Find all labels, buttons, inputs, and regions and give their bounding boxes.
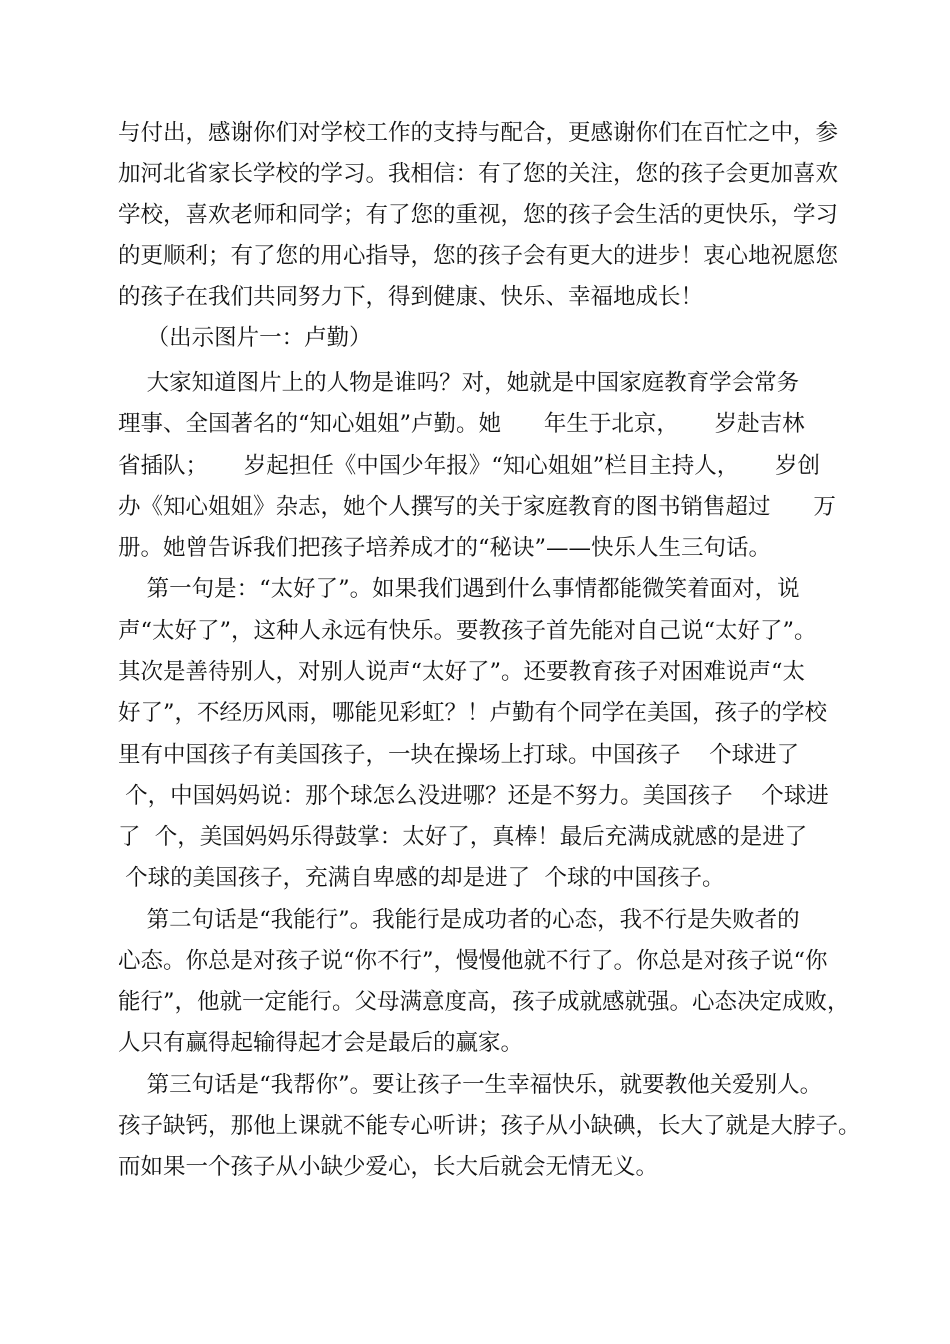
text-line: 能行”，他就一定能行。父母满意度高，孩子成就感就强。心态决定成败，	[118, 989, 850, 1015]
text-line: 其次是善待别人，对别人说声“太好了”。还要教育孩子对困难说声“太	[118, 659, 806, 685]
text-line: 加河北省家长学校的学习。我相信：有了您的关注，您的孩子会更加喜欢	[118, 161, 839, 187]
text-line: 而如果一个孩子从小缺少爱心，长大后就会无情无义。	[118, 1154, 659, 1180]
text-line: 第一句是：“太好了”。如果我们遇到什么事情都能微笑着面对，说	[118, 576, 800, 602]
text-line: 好了”，不经历风雨，哪能见彩虹？！卢勤有个同学在美国，孩子的学校	[118, 700, 828, 726]
text-line: 学校，喜欢老师和同学；有了您的重视，您的孩子会生活的更快乐，学习	[118, 202, 839, 228]
text-line: 与付出，感谢你们对学校工作的支持与配合，更感谢你们在百忙之中，参	[118, 120, 839, 146]
text-line: 人只有赢得起输得起才会是最后的赢家。	[118, 1030, 524, 1056]
text-line: 第二句话是“我能行”。我能行是成功者的心态，我不行是失败者的	[118, 907, 800, 933]
text-line: 办《知心姐姐》杂志，她个人撰写的关于家庭教育的图书销售超过 万	[118, 494, 836, 520]
text-line: 个球的美国孩子，充满自卑感的却是进了 个球的中国孩子。	[118, 865, 725, 891]
text-line: （出示图片一：卢勤）	[118, 325, 372, 351]
text-line: 的更顺利；有了您的用心指导，您的孩子会有更大的进步！衷心地祝愿您	[118, 243, 839, 269]
text-line: 省插队； 岁起担任《中国少年报》“知心姐姐”栏目主持人， 岁创	[118, 453, 821, 479]
text-line: 里有中国孩子有美国孩子，一块在操场上打球。中国孩子 个球进了	[118, 742, 800, 768]
text-line: 册。她曾告诉我们把孩子培养成才的“秘诀”——快乐人生三句话。	[118, 535, 772, 561]
text-line: 个，中国妈妈说：那个球怎么没进哪？还是不努力。美国孩子 个球进	[118, 783, 829, 809]
text-line: 第三句话是“我帮你”。要让孩子一生幸福快乐，就要教他关爱别人。	[118, 1072, 823, 1098]
text-line: 的孩子在我们共同努力下，得到健康、快乐、幸福地成长！	[118, 284, 704, 310]
text-line: 了 个，美国妈妈乐得鼓掌：太好了，真棒！最后充满成就感的是进了	[118, 824, 808, 850]
text-line: 理事、全国著名的“知心姐姐”卢勤。她 年生于北京， 岁赴吉林	[118, 411, 805, 437]
text-line: 孩子缺钙，那他上课就不能专心听讲；孩子从小缺碘，长大了就是大脖子。	[118, 1113, 861, 1139]
text-line: 声“太好了”，这种人永远有快乐。要教孩子首先能对自己说“太好了”。	[118, 618, 817, 644]
text-line: 大家知道图片上的人物是谁吗？对，她就是中国家庭教育学会常务	[118, 370, 800, 396]
text-line: 心态。你总是对孩子说“你不行”，慢慢他就不行了。你总是对孩子说“你	[118, 948, 828, 974]
